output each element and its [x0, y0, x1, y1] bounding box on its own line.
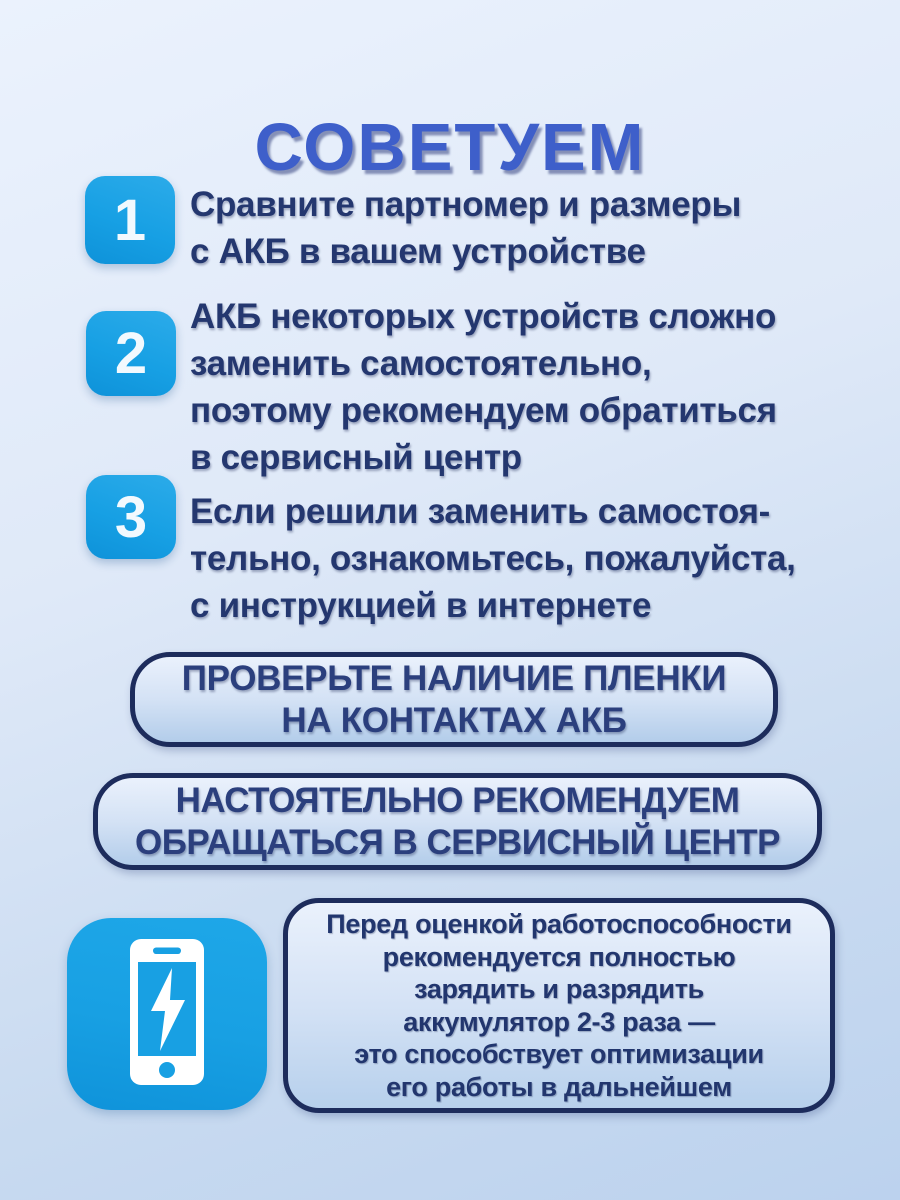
step-2-number-badge [86, 311, 176, 396]
step-2-line-4: в сервисный центр [190, 438, 522, 477]
step-2-line-3: поэтому рекомендуем обратиться [190, 391, 777, 430]
step-2-number: 2 [114, 321, 148, 386]
note-film-on-contacts [130, 652, 778, 747]
page-title: СОВЕТУЕМ [254, 109, 646, 185]
phone-icon-tile [67, 918, 267, 1110]
note-1-line-2: НА КОНТАКТАХ АКБ [281, 700, 627, 740]
step-1-number: 1 [113, 187, 147, 253]
step-3-number-badge [86, 475, 176, 559]
step-1-text [190, 181, 741, 275]
footer-line-3: зарядить и разрядить [414, 974, 704, 1004]
step-1-line-1: Сравните партномер и размеры [190, 185, 742, 224]
step-3-line-3: с инструкцией в интернете [190, 586, 652, 625]
note-2-line-1: НАСТОЯТЕЛЬНО РЕКОМЕНДУЕМ [175, 780, 740, 820]
step-3-line-1: Если решили заменить самостоя- [190, 492, 770, 531]
footer-line-1: Перед оценкой работоспособности [326, 909, 792, 939]
step-1-line-2: с АКБ в вашем устройстве [190, 232, 646, 271]
phone-charging-icon [130, 939, 204, 1090]
note-service-center [93, 773, 822, 870]
step-2-text [190, 293, 777, 481]
step-1-number-badge [85, 176, 175, 264]
footer-line-5: это способствует оптимизации [354, 1039, 764, 1069]
footer-line-6: его работы в дальнейшем [386, 1071, 732, 1102]
note-2-line-2: ОБРАЩАТЬСЯ В СЕРВИСНЫЙ ЦЕНТР [135, 822, 780, 862]
step-2-line-1: АКБ некоторых устройств сложно [190, 297, 777, 336]
step-2-line-2: заменить самостоятельно, [190, 344, 652, 383]
note-1-line-1: ПРОВЕРЬТЕ НАЛИЧИЕ ПЛЕНКИ [181, 658, 727, 698]
footer-line-2: рекомендуется полностью [382, 941, 736, 972]
step-3-text [190, 488, 796, 629]
step-3-line-2: тельно, ознакомьтесь, пожалуйста, [190, 539, 796, 578]
footer-advice-box [283, 898, 835, 1113]
footer-line-4: аккумулятор 2-3 раза — [403, 1006, 715, 1037]
step-3-number: 3 [114, 484, 148, 550]
